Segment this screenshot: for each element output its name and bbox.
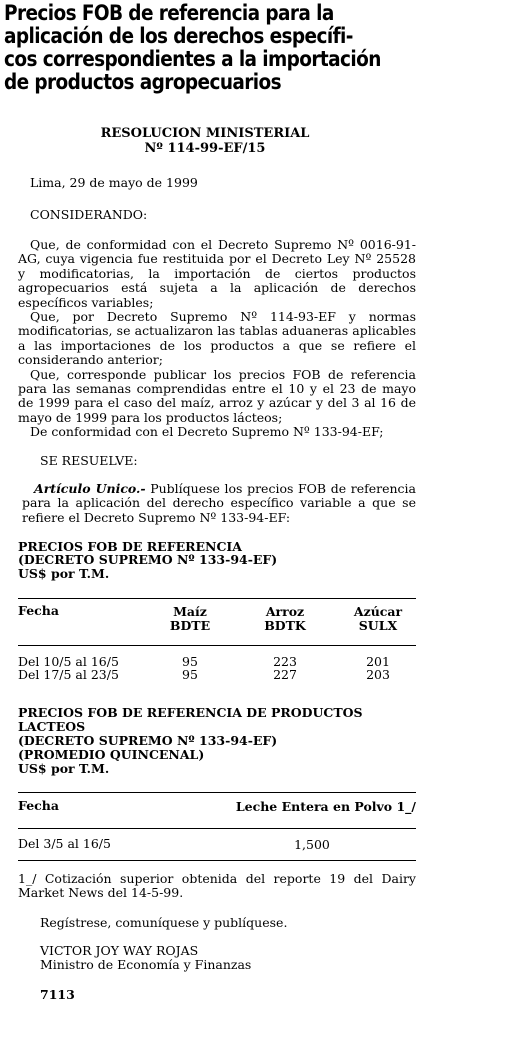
resolution-number: Nº 114-99-EF/15: [144, 141, 266, 156]
paragraph: Que, de conformidad con el Decreto Supremo Nº 0016-91-AG, cuya vigencia fue restituida por el Decreto Ley Nº 25528 y modificatorias, la importación de ciertos productos agropecuarios está sujeta a la aplicación de derechos específicos variables;: [18, 237, 416, 310]
table1-col-azucar: Azúcar: [353, 604, 403, 619]
considerando-body: [18, 238, 416, 440]
signatory-name: VICTOR JOY WAY ROJAS: [40, 943, 199, 958]
table1-mid-rule: [18, 645, 416, 646]
table-cell: 203: [366, 667, 390, 682]
headline-line-2: aplicación de los derechos específi-: [4, 24, 353, 49]
closing-formula: Regístrese, comuníquese y publíquese.: [40, 915, 288, 930]
table-row: Del 10/5 al 16/5: [18, 654, 119, 669]
signatory-title: Ministro de Economía y Finanzas: [40, 957, 252, 972]
table1-col-azucar-code: SULX: [358, 618, 398, 633]
table2-col-fecha: Fecha: [18, 798, 59, 813]
table-cell: 95: [182, 667, 198, 682]
table1-heading-1: PRECIOS FOB DE REFERENCIA: [18, 539, 242, 554]
date-line: Lima, 29 de mayo de 1999: [30, 175, 198, 190]
paragraph: De conformidad con el Decreto Supremo Nº 133-94-EF;: [30, 424, 384, 440]
document-code: 7113: [40, 987, 75, 1002]
headline-line-1: Precios FOB de referencia para la: [4, 1, 334, 26]
footnote: 1_/ Cotización superior obtenida del reporte 19 del Dairy Market News del 14-5-99.: [18, 871, 416, 901]
table-row: Del 17/5 al 23/5: [18, 667, 119, 682]
headline-line-4: de productos agropecuarios: [4, 70, 282, 95]
table1-heading-2: (DECRETO SUPREMO Nº 133-94-EF): [18, 552, 278, 567]
articulo-unico: [22, 482, 416, 525]
articulo-label: Artículo Unico.-: [34, 481, 146, 496]
table-cell: 201: [366, 654, 390, 669]
table1-col-arroz: Arroz: [265, 604, 305, 619]
table2-heading-5: US$ por T.M.: [18, 761, 110, 776]
table-cell: 1,500: [294, 837, 330, 852]
considerando-heading: CONSIDERANDO:: [30, 207, 148, 222]
table2-mid-rule: [18, 828, 416, 829]
resuelve-heading: SE RESUELVE:: [40, 453, 138, 468]
articulo-text: Publíquese los precios FOB de referencia para la aplicación del derecho específico variable a que se refiere el Decreto Supremo Nº 133-94-EF:: [22, 481, 417, 525]
table2-bottom-rule: [18, 860, 416, 861]
paragraph: Que, corresponde publicar los precios FOB de referencia para las semanas comprendidas entre el 10 y el 23 de mayo de 1999 para el caso del maíz, arroz y azúcar y del 3 al 16 de mayo de 1999 para los productos lácteos;: [18, 366, 416, 425]
headline-line-3: cos correspondientes a la importación: [4, 47, 381, 72]
table2-col-leche: Leche Entera en Polvo 1_/: [235, 799, 416, 814]
table1-heading-3: US$ por T.M.: [18, 566, 110, 581]
table-cell: 95: [182, 654, 198, 669]
paragraph: Que, por Decreto Supremo Nº 114-93-EF y normas modificatorias, se actualizaron las tablas aduaneras aplicables a las importaciones de los productos a que se refiere el considerando anterior;: [18, 309, 416, 368]
table2-heading-3: (DECRETO SUPREMO Nº 133-94-EF): [18, 733, 278, 748]
resolution-type: RESOLUCION MINISTERIAL: [100, 126, 310, 141]
table1-col-maiz-code: BDTE: [169, 618, 211, 633]
table1-top-rule: [18, 598, 416, 599]
headline: [4, 2, 408, 94]
table2-heading-1: PRECIOS FOB DE REFERENCIA DE PRODUCTOS: [18, 705, 363, 720]
table2-top-rule: [18, 792, 416, 793]
table-row: Del 3/5 al 16/5: [18, 836, 111, 851]
table1-col-fecha: Fecha: [18, 603, 59, 618]
table2-heading-2: LACTEOS: [18, 719, 86, 734]
table2-heading-4: (PROMEDIO QUINCENAL): [18, 747, 205, 762]
table-cell: 223: [273, 654, 297, 669]
table-cell: 227: [273, 667, 297, 682]
table1-col-arroz-code: BDTK: [264, 618, 306, 633]
table1-col-maiz: Maíz: [173, 604, 207, 619]
